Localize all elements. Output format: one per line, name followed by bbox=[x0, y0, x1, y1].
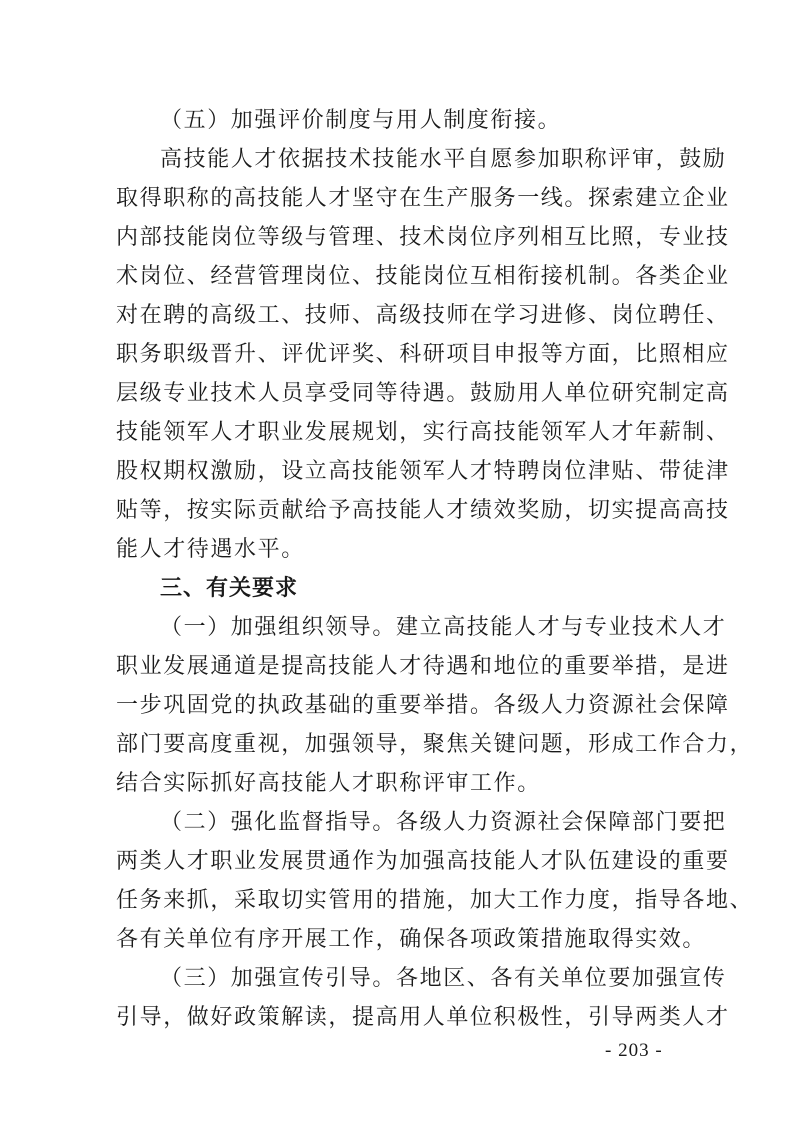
paragraph-line: 能人才待遇水平。 bbox=[116, 537, 305, 562]
page-number: - 203 - bbox=[605, 1040, 663, 1061]
paragraph-line: 股权期权激励，设立高技能领军人才特聘岗位津贴、带徒津 bbox=[116, 459, 730, 484]
paragraph-line: 各有关单位有序开展工作，确保各项政策措施取得实效。 bbox=[116, 927, 707, 952]
paragraph-line: 层级专业技术人员享受同等待遇。鼓励用人单位研究制定高 bbox=[116, 381, 730, 406]
paragraph-line: 贴等，按实际贡献给予高技能人才绩效奖励，切实提高高技 bbox=[116, 498, 730, 523]
section-heading-3: 三、有关要求 bbox=[160, 576, 299, 601]
paragraph-line: 任务来抓，采取切实管用的措施，加大工作力度，指导各地、 bbox=[116, 888, 754, 913]
paragraph-line: 对在聘的高级工、技师、高级技师在学习进修、岗位聘任、 bbox=[116, 303, 730, 328]
paragraph-line: 结合实际抓好高技能人才职称评审工作。 bbox=[116, 771, 541, 796]
subsection-heading-3: （三）加强宣传引导。各地区、各有关单位要加强宣传 bbox=[160, 966, 727, 991]
paragraph-line: 内部技能岗位等级与管理、技术岗位序列相互比照，专业技 bbox=[116, 225, 730, 250]
paragraph-line: 高技能人才依据技术技能水平自愿参加职称评审，鼓励 bbox=[160, 147, 727, 172]
paragraph-line: 一步巩固党的执政基础的重要举措。各级人力资源社会保障 bbox=[116, 693, 730, 718]
subsection-heading-2: （二）强化监督指导。各级人力资源社会保障部门要把 bbox=[160, 810, 727, 835]
paragraph-line: 职业发展通道是提高技能人才待遇和地位的重要举措，是进 bbox=[116, 654, 730, 679]
paragraph-line: 取得职称的高技能人才坚守在生产服务一线。探索建立企业 bbox=[116, 186, 730, 211]
paragraph-line: 两类人才职业发展贯通作为加强高技能人才队伍建设的重要 bbox=[116, 849, 730, 874]
paragraph-line: 引导，做好政策解读，提高用人单位积极性，引导两类人才 bbox=[116, 1005, 730, 1030]
paragraph-line: 职务职级晋升、评优评奖、科研项目申报等方面，比照相应 bbox=[116, 342, 730, 367]
subsection-heading-1: （一）加强组织领导。建立高技能人才与专业技术人才 bbox=[160, 615, 727, 640]
paragraph-line: 术岗位、经营管理岗位、技能岗位互相衔接机制。各类企业 bbox=[116, 264, 730, 289]
subsection-heading-5: （五）加强评价制度与用人制度衔接。 bbox=[160, 108, 562, 133]
paragraph-line: 技能领军人才职业发展规划，实行高技能领军人才年薪制、 bbox=[116, 420, 730, 445]
paragraph-line: 部门要高度重视，加强领导，聚焦关键问题，形成工作合力， bbox=[116, 732, 754, 757]
